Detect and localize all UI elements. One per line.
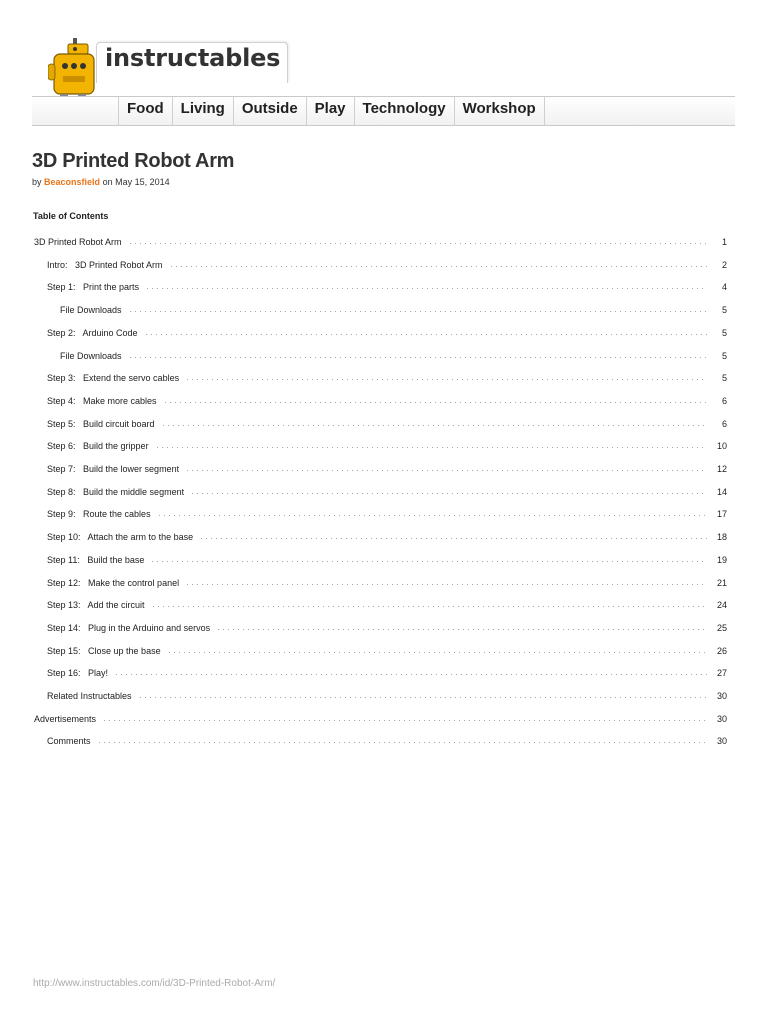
toc-dot-leader <box>128 243 707 244</box>
toc-entry-label: Step 16: Play! <box>47 668 109 679</box>
toc-entry[interactable] <box>47 619 727 633</box>
toc-entry-page: 5 <box>721 373 727 384</box>
toc-entry-page: 26 <box>716 645 727 656</box>
toc-entry-page: 4 <box>721 282 727 293</box>
toc-entry[interactable] <box>47 278 727 292</box>
toc-entry-label: File Downloads <box>60 350 122 361</box>
toc-dot-leader <box>163 402 707 403</box>
toc-dot-leader <box>185 470 707 471</box>
toc-entry-page: 14 <box>716 486 727 497</box>
toc-entry[interactable] <box>47 574 727 588</box>
toc-entry-page: 5 <box>721 305 727 316</box>
toc-entry-page: 12 <box>716 464 727 474</box>
toc-entry-label: Step 11: Build the base <box>47 554 145 565</box>
toc-dot-leader <box>155 447 707 448</box>
toc-entry-label: Step 4: Make more cables <box>47 395 157 406</box>
toc-entry[interactable] <box>47 392 727 406</box>
toc-entry[interactable] <box>47 324 727 338</box>
toc-entry-page: 30 <box>716 691 727 701</box>
toc-entry-label: Step 13: Add the circuit <box>47 600 145 611</box>
toc-entry[interactable] <box>47 256 727 270</box>
toc-dot-leader <box>169 266 707 267</box>
site-header <box>0 0 768 130</box>
toc-entry[interactable] <box>47 369 727 383</box>
toc-dot-leader <box>145 288 707 289</box>
footer-url-link[interactable]: http://www.instructables.com/id/3D-Printed-Robot-Arm/ <box>33 978 276 989</box>
toc-entry-page: 25 <box>716 622 727 633</box>
toc-entry-page: 30 <box>716 713 727 724</box>
author-link[interactable]: Beaconsfield <box>44 177 101 187</box>
toc-entry-label: Related Instructables <box>47 691 132 701</box>
toc-entry-page: 5 <box>721 327 727 338</box>
toc-entry-label: Intro: 3D Printed Robot Arm <box>47 259 163 270</box>
toc-entry-label: Step 15: Close up the base <box>47 645 161 656</box>
toc-entry[interactable] <box>47 664 727 678</box>
toc-dot-leader <box>128 311 707 312</box>
toc-dot-leader <box>102 720 707 721</box>
toc-entry-label: Step 12: Make the control panel <box>47 577 180 588</box>
toc-entry-page: 24 <box>716 600 727 611</box>
toc-dot-leader <box>161 425 707 426</box>
toc-entry-page: 5 <box>721 350 727 361</box>
toc-dot-leader <box>167 652 707 653</box>
toc-entry-label: Step 6: Build the gripper <box>47 441 149 452</box>
toc-entry-label: Step 2: Arduino Code <box>47 327 138 338</box>
toc-dot-leader <box>151 606 707 607</box>
toc-entry-page: 19 <box>716 554 727 565</box>
toc-entry-label: Step 10: Attach the arm to the base <box>47 532 194 543</box>
publish-date: on May 15, 2014 <box>102 177 170 187</box>
toc-dot-leader <box>128 357 707 358</box>
toc-entry-page: 1 <box>721 237 727 247</box>
toc-dot-leader <box>185 584 707 585</box>
site-logo[interactable]: instructables <box>105 44 281 72</box>
toc-dot-leader <box>138 697 707 698</box>
toc-entry[interactable] <box>47 732 727 746</box>
toc-entry[interactable] <box>47 437 727 451</box>
toc-entry-label: Step 7: Build the lower segment <box>47 464 180 474</box>
toc-entry-page: 30 <box>716 736 727 747</box>
page-title: 3D Printed Robot Arm <box>32 150 235 172</box>
toc-entry-page: 6 <box>721 418 727 429</box>
toc-entry-label: Step 3: Extend the servo cables <box>47 373 180 384</box>
byline-prefix: by <box>32 177 42 187</box>
toc-entry-label: File Downloads <box>60 305 122 316</box>
byline <box>32 177 170 187</box>
toc-entry-page: 17 <box>716 509 727 520</box>
toc-dot-leader <box>97 742 707 743</box>
toc-entry[interactable] <box>34 233 727 247</box>
toc-entry-page: 27 <box>716 668 727 679</box>
toc-entry[interactable] <box>47 642 727 656</box>
toc-dot-leader <box>157 515 707 516</box>
toc-entry-label: Step 14: Plug in the Arduino and servos <box>47 622 211 633</box>
nav-item-food[interactable]: Food <box>118 96 173 126</box>
toc-entry-page: 6 <box>721 395 727 406</box>
nav-item-outside[interactable]: Outside <box>234 96 307 126</box>
toc-dot-leader <box>199 538 707 539</box>
toc-entry[interactable] <box>47 551 727 565</box>
toc-entry[interactable] <box>47 415 727 429</box>
toc-dot-leader <box>144 334 707 335</box>
toc-heading: Table of Contents <box>33 211 109 221</box>
nav-item-play[interactable]: Play <box>307 96 355 126</box>
toc-entry-page: 21 <box>716 577 727 588</box>
toc-entry[interactable] <box>47 505 727 519</box>
nav-item-workshop[interactable]: Workshop <box>455 96 545 126</box>
toc-dot-leader <box>216 629 707 630</box>
toc-entry[interactable] <box>47 596 727 610</box>
toc-entry[interactable] <box>60 301 727 315</box>
nav-menu <box>118 96 545 126</box>
toc-entry[interactable] <box>47 460 727 474</box>
toc-entry[interactable] <box>60 347 727 361</box>
toc-entry-page: 18 <box>716 532 727 543</box>
nav-item-technology[interactable]: Technology <box>355 96 455 126</box>
toc-entry-label: Step 5: Build circuit board <box>47 418 155 429</box>
toc-entry[interactable] <box>47 528 727 542</box>
toc-entry-label: 3D Printed Robot Arm <box>34 237 122 247</box>
toc-dot-leader <box>185 379 707 380</box>
toc-entry-label: Step 9: Route the cables <box>47 509 151 520</box>
toc-entry-page: 2 <box>721 259 727 270</box>
toc-entry-page: 10 <box>716 441 727 452</box>
toc-entry[interactable] <box>47 483 727 497</box>
toc-entry-label: Step 8: Build the middle segment <box>47 486 185 497</box>
toc-entry[interactable] <box>34 710 727 724</box>
toc-entry-label: Advertisements <box>34 713 97 724</box>
toc-dot-leader <box>190 493 707 494</box>
toc-entry[interactable] <box>47 687 727 701</box>
toc-dot-leader <box>150 561 707 562</box>
toc-entry-label: Step 1: Print the parts <box>47 282 140 293</box>
toc-entry-label: Comments <box>47 736 91 747</box>
toc-dot-leader <box>114 674 707 675</box>
nav-item-living[interactable]: Living <box>173 96 234 126</box>
